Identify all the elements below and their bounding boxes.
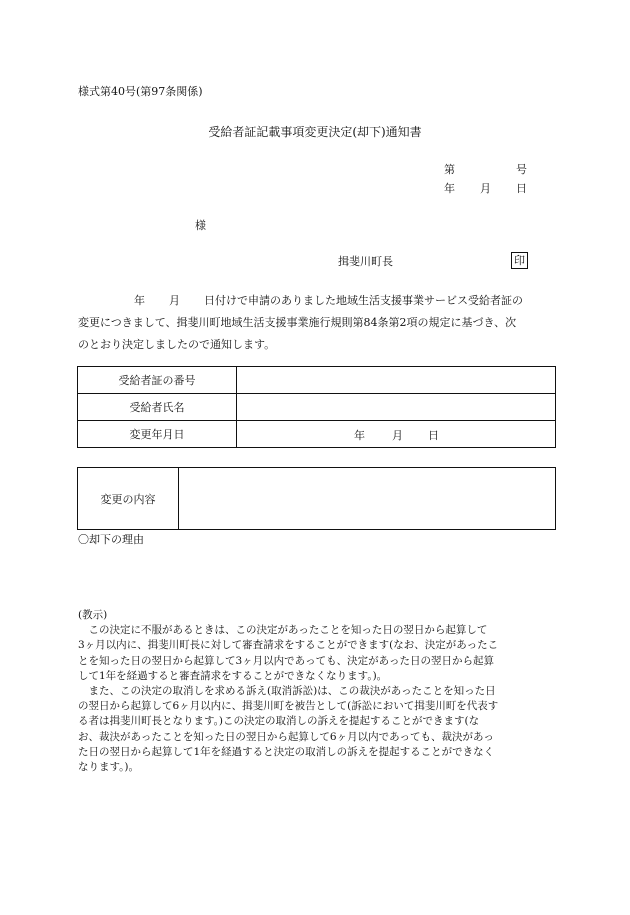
notes-p1-line: 3ヶ月以内に、揖斐川町長に対して審査請求をすることができます(なお、決定があったこ <box>78 639 499 652</box>
table-row <box>78 421 556 448</box>
form-id: 様式第40号(第97条関係) <box>78 85 203 98</box>
change-content-value <box>179 468 556 530</box>
sender-name: 揖斐川町長 <box>338 255 393 268</box>
body-line-3: のとおり決定しましたので通知します。 <box>78 338 276 351</box>
change-date-value <box>237 421 556 448</box>
notes-p2-line: また、この決定の取消しを求める訴え(取消訴訟)は、この裁決があったことを知った日 <box>78 685 496 698</box>
body-date-year: 年 <box>134 294 145 307</box>
instruction-notes <box>78 608 556 775</box>
seal-mark: 印 <box>511 252 528 269</box>
issue-date-month: 月 <box>480 182 491 195</box>
notes-p2-line: た日の翌日から起算して1年を経過すると決定の取消しの訴えを提起することができなく <box>78 745 495 758</box>
change-content-label: 変更の内容 <box>78 468 179 530</box>
notes-p2-line: お、裁決があったことを知った日の翌日から起算して6ヶ月以内であっても、裁決があっ <box>78 730 494 743</box>
table-row <box>78 394 556 421</box>
notes-p1-line: この決定に不服があるときは、この決定があったことを知った日の翌日から起算して <box>78 624 488 637</box>
issue-date-year: 年 <box>444 182 455 195</box>
notes-p2-line: の翌日から起算して6ヶ月以内に、揖斐川町を被告として(訴訟において揖斐川町を代表す <box>78 700 499 713</box>
body-line-2: 変更につきまして、揖斐川町地域生活支援事業施行規則第84条第2項の規定に基づき、次 <box>78 316 517 329</box>
notes-p1-line: とを知った日の翌日から起算して3ヶ月以内であっても、決定があった日の翌日から起算 <box>78 654 494 667</box>
change-date-day: 日 <box>428 429 439 442</box>
recipient-name-value <box>237 394 556 421</box>
notes-p1-line: して1年を経過すると審査請求をすることができなくなります。)。 <box>78 669 388 682</box>
table-row <box>78 468 556 530</box>
change-date-year: 年 <box>354 429 365 442</box>
document-title: 受給者証記載事項変更決定(却下)通知書 <box>208 125 422 139</box>
notes-p2-line: る者は揖斐川町長となります。)この決定の取消しの訴えを提起することができます(な <box>78 715 480 728</box>
recipient-info-table <box>77 366 556 448</box>
change-date-label: 変更年月日 <box>78 421 237 448</box>
notes-heading: (教示) <box>78 609 108 621</box>
recipient-cert-number-label: 受給者証の番号 <box>78 367 237 394</box>
recipient-cert-number-value <box>237 367 556 394</box>
change-content-table <box>77 467 556 530</box>
number-go: 号 <box>516 163 527 176</box>
body-line-1-text: 日付けで申請のありました地域生活支援事業サービス受給者証の <box>204 294 523 307</box>
body-date-month: 月 <box>169 294 180 307</box>
change-date-month: 月 <box>392 429 403 442</box>
body-paragraph <box>78 290 556 356</box>
rejection-reason-heading: 〇却下の理由 <box>78 533 144 546</box>
body-line-1 <box>78 290 556 312</box>
recipient-name-label: 受給者氏名 <box>78 394 237 421</box>
addressee-sama: 様 <box>195 219 206 232</box>
number-dai: 第 <box>444 163 455 176</box>
issue-date-day: 日 <box>516 182 527 195</box>
notes-p2-line: なります。)。 <box>78 761 140 774</box>
table-row <box>78 367 556 394</box>
